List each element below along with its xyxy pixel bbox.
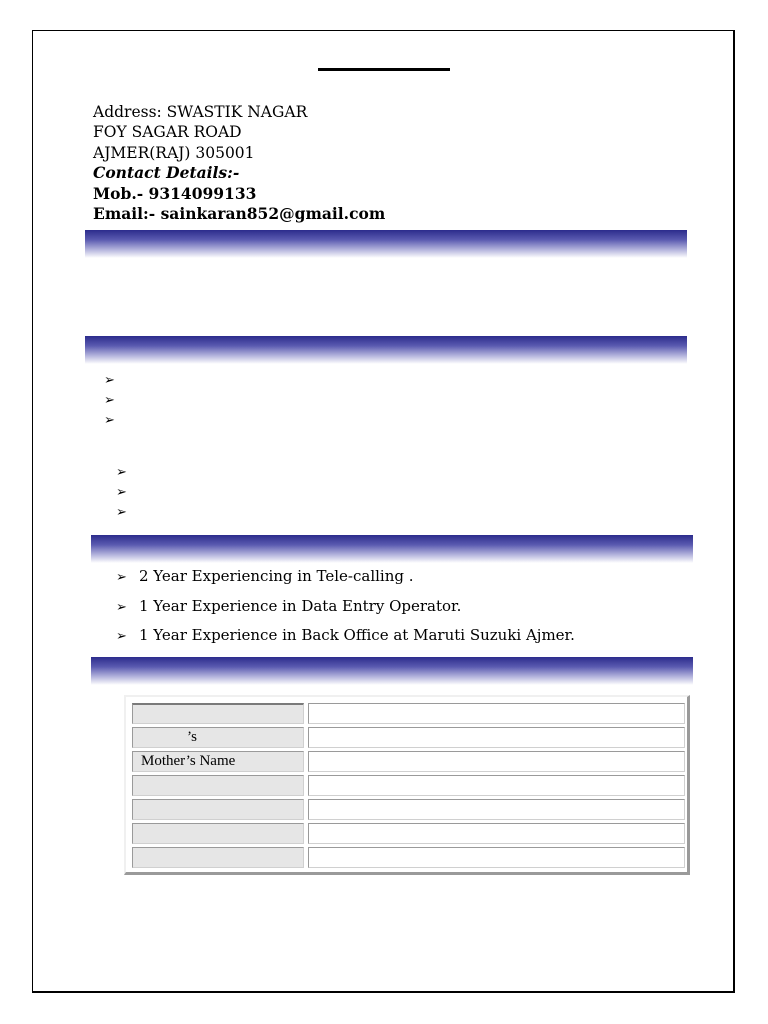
table-row [132,799,684,820]
table-label-cell [132,703,304,724]
bullet-arrow-icon: ➢ [116,570,127,585]
table-row [132,727,684,748]
section-band-1 [85,230,687,258]
section-band-2 [85,336,687,364]
table-value-cell [308,799,685,820]
section-band-4 [91,657,693,685]
bullet-arrow-icon: ➢ [104,393,115,408]
experience-item [116,626,575,644]
address-line-1: Address: SWASTIK NAGAR [93,103,308,121]
personal-details-table [124,695,690,875]
title-underline [318,68,450,71]
section-band-3 [91,535,693,563]
table-label-cell: ’s [132,727,304,748]
bullet-arrow-icon: ➢ [116,485,127,500]
email-address: Email:- sainkaran852@gmail.com [93,203,386,223]
table-label-cell [132,847,304,868]
experience-text: 1 Year Experience in Data Entry Operator. [139,597,462,615]
experience-text: 1 Year Experience in Back Office at Maruti Suzuki Ajmer. [139,626,575,644]
bullet-arrow-icon: ➢ [116,600,127,615]
bullet-arrow-icon: ➢ [104,373,115,388]
table-value-cell [308,823,685,844]
bullet-arrow-icon: ➢ [116,505,127,520]
address-line-2: FOY SAGAR ROAD [93,123,242,142]
experience-item [116,597,461,615]
mobile-number: Mob.- 9314099133 [93,183,257,203]
table-label-cell: Mother’s Name [132,751,304,772]
address-line-3: AJMER(RAJ) 305001 [93,143,255,162]
table-row [132,823,684,844]
table-row [132,775,684,796]
experience-text: 2 Year Experiencing in Tele-calling . [139,567,414,585]
table-value-cell [308,847,685,868]
contact-block [93,102,385,224]
table-label-cell [132,775,304,796]
contact-heading: Contact Details:- [93,163,240,183]
table-row [132,847,684,868]
table-value-cell [308,751,685,772]
experience-item [116,567,414,585]
bullet-arrow-icon: ➢ [104,413,115,428]
table-label-cell [132,823,304,844]
table-row [132,751,684,772]
table-value-cell [308,703,685,724]
bullet-arrow-icon: ➢ [116,629,127,644]
table-row [132,703,684,724]
bullet-arrow-icon: ➢ [116,465,127,480]
table-value-cell [308,727,685,748]
table-label-cell [132,799,304,820]
table-value-cell [308,775,685,796]
